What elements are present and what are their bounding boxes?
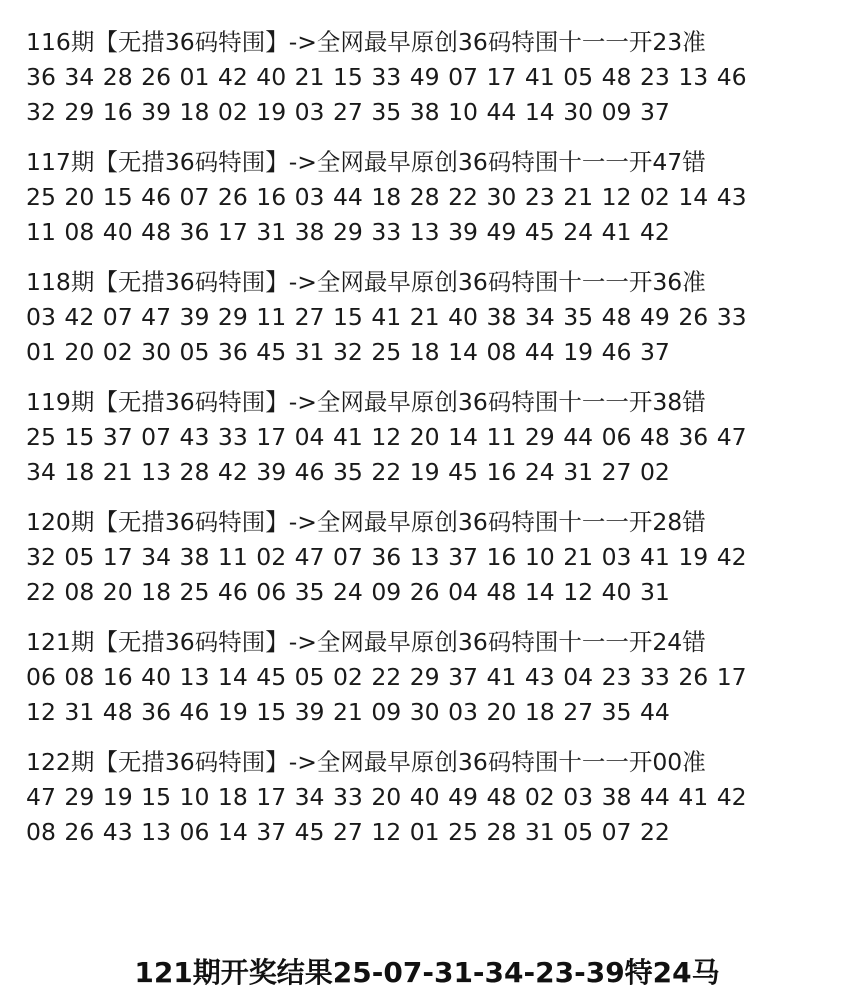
number-row: 22 08 20 18 25 46 06 35 24 09 26 04 48 14 12 40 31 [26,578,670,606]
record-header: 118期【无措36码特围】->全网最早原创36码特围十一一开36准 [26,268,706,296]
record-119 [26,385,836,490]
draw-result: 121期开奖结果25-07-31-34-23-39特24马 [134,956,720,989]
number-row: 01 20 02 30 05 36 45 31 32 25 18 14 08 44 19 46 37 [26,338,670,366]
record-118 [26,265,836,370]
number-row: 47 29 19 15 10 18 17 34 33 20 40 49 48 02 03 38 44 41 42 [26,783,747,811]
number-row: 25 15 37 07 43 33 17 04 41 12 20 14 11 29 44 06 48 36 47 [26,423,747,451]
number-row: 25 20 15 46 07 26 16 03 44 18 28 22 30 23 21 12 02 14 43 [26,183,747,211]
record-121 [26,625,836,730]
record-117 [26,145,836,250]
records-list [26,25,836,865]
record-116 [26,25,836,130]
record-header: 119期【无措36码特围】->全网最早原创36码特围十一一开38错 [26,388,706,416]
record-header: 121期【无措36码特围】->全网最早原创36码特围十一一开24错 [26,628,706,656]
record-120 [26,505,836,610]
number-row: 06 08 16 40 13 14 45 05 02 22 29 37 41 43 04 23 33 26 17 [26,663,747,691]
number-row: 03 42 07 47 39 29 11 27 15 41 21 40 38 34 35 48 49 26 33 [26,303,747,331]
number-row: 12 31 48 36 46 19 15 39 21 09 30 03 20 18 27 35 44 [26,698,670,726]
number-row: 11 08 40 48 36 17 31 38 29 33 13 39 49 45 24 41 42 [26,218,670,246]
record-header: 117期【无措36码特围】->全网最早原创36码特围十一一开47错 [26,148,706,176]
number-row: 32 05 17 34 38 11 02 47 07 36 13 37 16 10 21 03 41 19 42 [26,543,747,571]
record-header: 116期【无措36码特围】->全网最早原创36码特围十一一开23准 [26,28,706,56]
record-122 [26,745,836,850]
number-row: 08 26 43 13 06 14 37 45 27 12 01 25 28 31 05 07 22 [26,818,670,846]
record-header: 120期【无措36码特围】->全网最早原创36码特围十一一开28错 [26,508,706,536]
number-row: 36 34 28 26 01 42 40 21 15 33 49 07 17 41 05 48 23 13 46 [26,63,747,91]
number-row: 34 18 21 13 28 42 39 46 35 22 19 45 16 24 31 27 02 [26,458,670,486]
record-header: 122期【无措36码特围】->全网最早原创36码特围十一一开00准 [26,748,706,776]
number-row: 32 29 16 39 18 02 19 03 27 35 38 10 44 14 30 09 37 [26,98,670,126]
